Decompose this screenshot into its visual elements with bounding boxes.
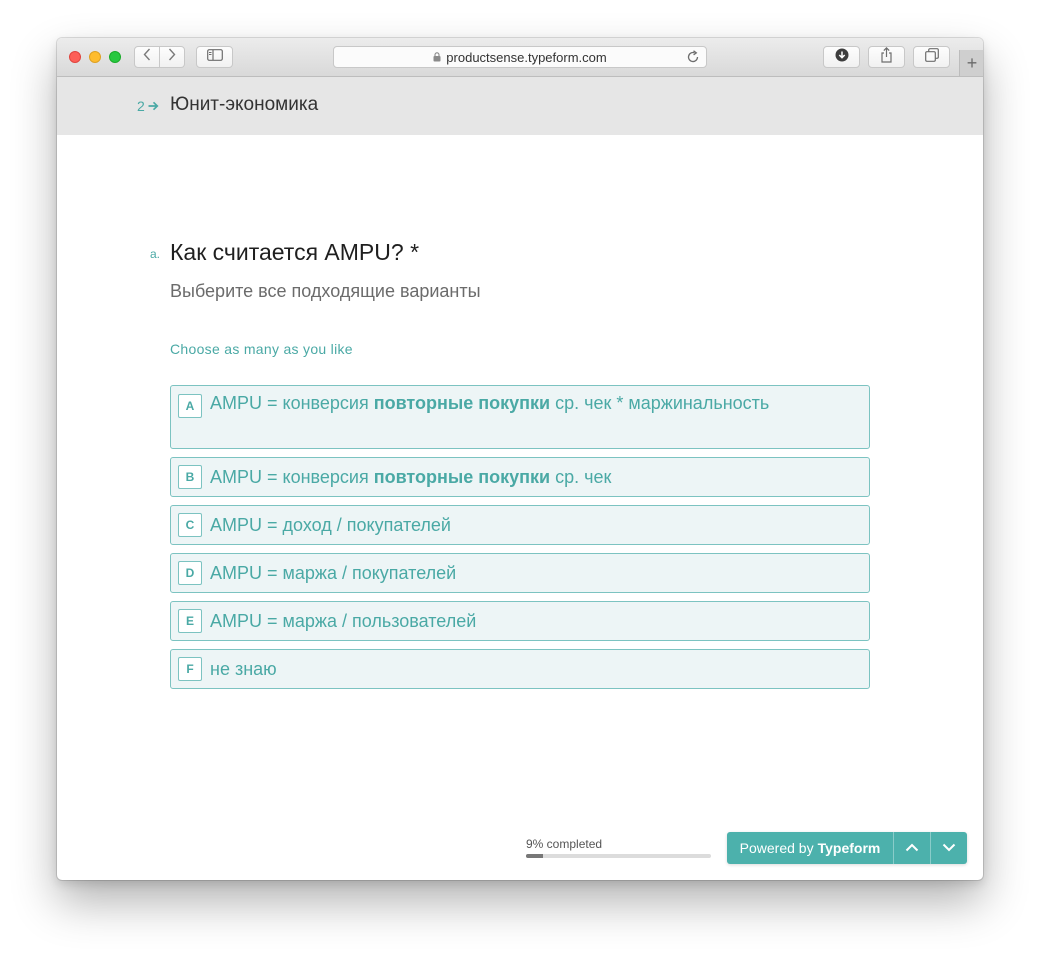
url-text: productsense.typeform.com: [446, 49, 607, 65]
back-button[interactable]: [134, 46, 160, 68]
choice-b[interactable]: [170, 457, 870, 497]
choice-text: AMPU = конверсия повторные покупки ср. чек: [210, 467, 612, 487]
choice-key: C: [178, 513, 202, 537]
progress-label: 9% completed: [526, 837, 603, 851]
share-icon: [880, 47, 893, 68]
browser-window: [57, 38, 983, 880]
choice-key: A: [178, 394, 202, 418]
choice-text: AMPU = маржа / пользователей: [210, 611, 477, 631]
question-title: Как считается AMPU? *: [170, 239, 420, 265]
reload-icon[interactable]: [686, 50, 700, 64]
powered-by-text: Powered by: [739, 840, 814, 856]
sidebar-icon: [207, 48, 223, 66]
show-tabs-button[interactable]: [913, 46, 950, 68]
section-number-text: 2: [137, 98, 145, 114]
choice-d[interactable]: [170, 553, 870, 593]
share-button[interactable]: [868, 46, 905, 68]
forward-icon: [168, 48, 176, 66]
arrow-right-icon: [148, 98, 159, 114]
new-tab-button[interactable]: [959, 50, 983, 76]
next-question-button[interactable]: [931, 832, 967, 864]
forward-button[interactable]: [160, 46, 185, 68]
choice-key: F: [178, 657, 202, 681]
powered-by-typeform-link[interactable]: [727, 832, 894, 864]
powered-by-bar: [727, 832, 967, 864]
title-bar: [57, 38, 983, 77]
address-bar[interactable]: [333, 46, 707, 68]
close-window-button[interactable]: [69, 51, 81, 63]
question-letter: a.: [150, 247, 161, 261]
lock-icon: [433, 52, 441, 62]
section-title: Юнит-экономика: [170, 94, 319, 115]
choice-text: AMPU = доход / покупателей: [210, 515, 451, 535]
choice-f[interactable]: [170, 649, 870, 689]
progress-bar-fill: [526, 854, 543, 858]
choice-text: не знаю: [210, 659, 277, 679]
choice-key: E: [178, 609, 202, 633]
previous-question-button[interactable]: [894, 832, 931, 864]
choice-key: B: [178, 465, 202, 489]
section-header: [57, 77, 983, 135]
choice-e[interactable]: [170, 601, 870, 641]
minimize-window-button[interactable]: [89, 51, 101, 63]
choice-a[interactable]: [170, 385, 870, 449]
question-subtitle: Выберите все подходящие варианты: [170, 281, 481, 301]
plus-icon: +: [966, 52, 978, 73]
sidebar-button[interactable]: [196, 46, 233, 68]
brand-name: Typeform: [817, 840, 881, 856]
zoom-window-button[interactable]: [109, 51, 121, 63]
download-icon: [835, 48, 849, 67]
choice-text: AMPU = маржа / покупателей: [210, 563, 457, 583]
chevron-down-icon: [942, 839, 956, 857]
download-button[interactable]: [823, 46, 860, 68]
section-number: [137, 98, 159, 114]
navigation-buttons: [134, 46, 185, 68]
progress-bar: [526, 854, 711, 858]
choice-key: D: [178, 561, 202, 585]
back-icon: [143, 48, 151, 66]
chevron-up-icon: [905, 839, 919, 857]
choice-text: AMPU = конверсия повторные покупки ср. чек * маржинальность: [210, 393, 770, 413]
choice-c[interactable]: [170, 505, 870, 545]
question-hint: Choose as many as you like: [170, 341, 353, 357]
tabs-icon: [925, 48, 939, 67]
